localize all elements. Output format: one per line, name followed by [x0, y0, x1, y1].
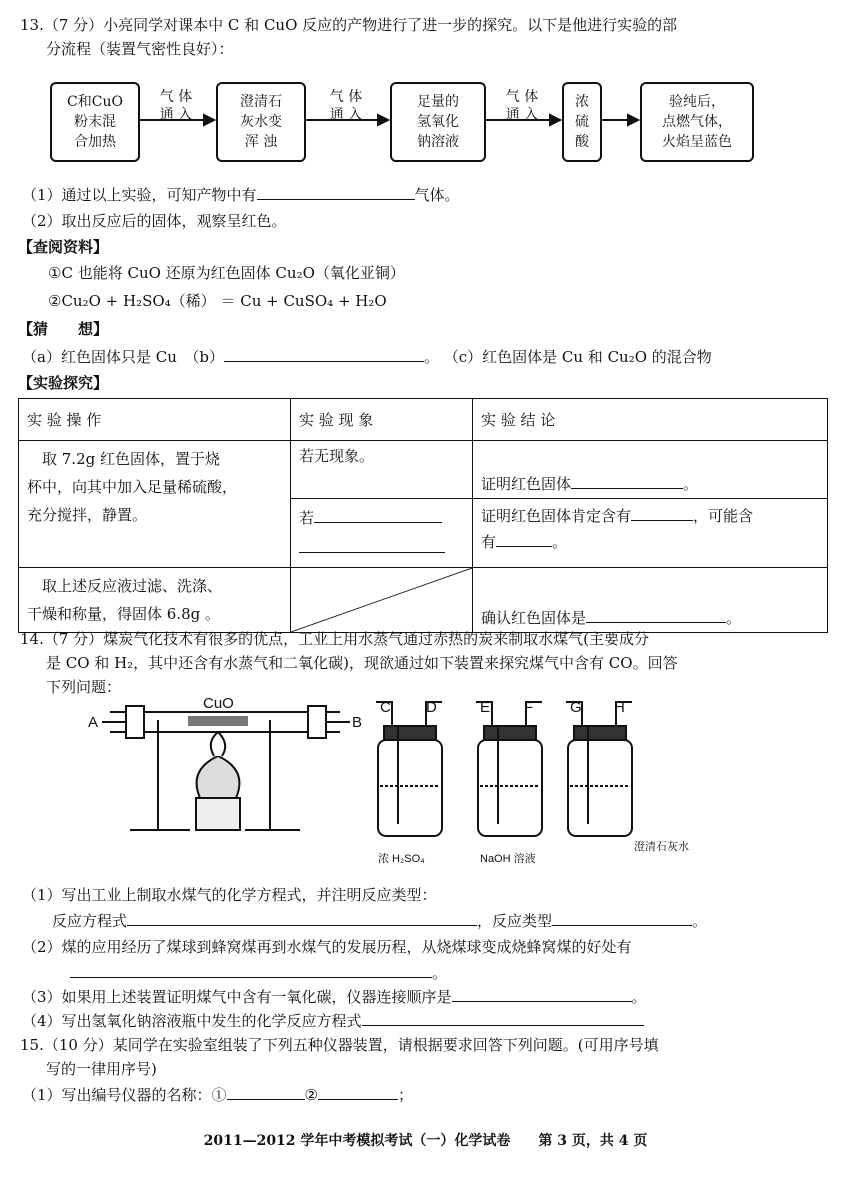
answer-blank[interactable] — [257, 185, 415, 200]
q14-intro-line2: 是 CO 和 H₂，其中还含有水蒸气和二氧化碳)，现欲通过如下装置来探究煤气中含有 CO。回答 — [46, 654, 678, 672]
answer-blank[interactable] — [299, 538, 445, 553]
reference-2: ②Cu₂O + H₂SO₄（稀） ＝ Cu + CuSO₄ + H₂O — [48, 292, 387, 310]
experiment-heading: 【实验探究】 — [18, 374, 109, 392]
flow-arrows — [0, 0, 851, 200]
answer-blank[interactable] — [362, 1011, 644, 1026]
apparatus-figure — [0, 690, 851, 870]
flow-arrow-label-1: 气 体 通 入 — [159, 89, 193, 123]
bottle-label-3: 澄清石灰水 — [634, 841, 689, 853]
q14-part2-answer: 。 — [70, 962, 447, 984]
bottle-label-1: 浓 H₂SO₄ — [378, 853, 425, 865]
q15-intro-line2: 写的一律用序号) — [46, 1060, 157, 1078]
q14-intro-line1: 14.（7 分）煤炭气化技术有很多的优点，工业上用水蒸气通过赤热的炭来制取水煤气(主要成分 — [20, 630, 650, 648]
answer-blank[interactable] — [227, 1085, 305, 1100]
answer-blank[interactable] — [452, 987, 632, 1002]
table-cell-operation-2: 取上述反应液过滤、洗涤、 干燥和称量，得固体 6.8g 。 — [19, 568, 291, 633]
q15-intro-line1: 15.（10 分）某同学在实验室组装了下列五种仪器装置，请根据要求回答下列问题。(可用序号填 — [20, 1036, 659, 1054]
label-H: H — [614, 699, 625, 716]
table-cell-phenomenon-1: 若无现象。 — [291, 441, 473, 499]
bottle-label-2: NaOH 溶液 — [480, 853, 536, 865]
answer-blank[interactable] — [127, 911, 477, 926]
answer-blank[interactable] — [571, 474, 683, 489]
hypothesis-line: （a）红色固体只是 Cu （b） 。 （c）红色固体是 Cu 和 Cu₂O 的混合物 — [22, 348, 712, 366]
reference-1: ①C 也能将 CuO 还原为红色固体 Cu₂O（氧化亚铜） — [48, 264, 405, 282]
table-cell-conclusion-2: 证明红色固体肯定含有 ，可能含 有 。 — [473, 499, 828, 568]
page-footer: 2011—2012 学年中考模拟考试（一）化学试卷 第 3 页，共 4 页 — [203, 1133, 648, 1149]
label-A: A — [88, 714, 99, 731]
flow-box-reactants: C和CuO 粉末混 合加热 — [50, 82, 140, 162]
q14-part2: （2）煤的应用经历了煤球到蜂窝煤再到水煤气的发展历程，从烧煤球变成烧蜂窝煤的好处有 — [22, 938, 632, 956]
q13-intro-line1: 13.（7 分）小亮同学对课本中 C 和 CuO 反应的产物进行了进一步的探究。以下是他进行实验的部 — [20, 16, 678, 34]
answer-blank[interactable] — [496, 532, 552, 547]
reference-heading: 【查阅资料】 — [18, 238, 109, 256]
flow-arrow-label-3: 气 体 通 入 — [505, 89, 539, 123]
table-cell-operation-1: 取 7.2g 红色固体，置于烧 杯中，向其中加入足量稀硫酸， 充分搅拌，静置。 — [19, 441, 291, 568]
answer-blank[interactable] — [552, 911, 692, 926]
q14-part1-answer: 反应方程式 ，反应类型 。 — [22, 912, 708, 930]
table-header-operation: 实 验 操 作 — [19, 399, 291, 441]
q13-part2: （2）取出反应后的固体，观察呈红色。 — [22, 212, 287, 230]
label-C: C — [380, 699, 391, 716]
flow-box-limewater: 澄清石 灰水变 浑 浊 — [216, 82, 306, 162]
q14-part3: （3）如果用上述装置证明煤气中含有一氧化碳，仪器连接顺序是 。 — [22, 988, 647, 1006]
table-header-phenomenon: 实 验 现 象 — [291, 399, 473, 441]
answer-blank[interactable] — [631, 506, 693, 521]
answer-blank[interactable] — [586, 608, 726, 623]
answer-blank[interactable] — [318, 1085, 398, 1100]
flow-box-combustion: 验纯后， 点燃气体， 火焰呈蓝色 — [640, 82, 754, 162]
q14-intro-line3: 下列问题： — [46, 678, 122, 696]
flow-box-sulfuric-acid: 浓 硫 酸 — [562, 82, 602, 162]
flow-box-naoh: 足量的 氢氧化 钠溶液 — [390, 82, 486, 162]
q13-part1: （1）通过以上实验，可知产物中有 气体。 — [22, 186, 460, 204]
label-D: D — [426, 699, 437, 716]
table-cell-conclusion-3: 确认红色固体是 。 — [473, 568, 828, 633]
table-cell-phenomenon-3-diagonal — [291, 568, 473, 633]
table-cell-phenomenon-2: 若 — [291, 499, 473, 568]
label-G: G — [570, 699, 582, 716]
answer-blank[interactable] — [224, 347, 424, 362]
answer-blank[interactable] — [314, 508, 442, 523]
hypothesis-heading: 【猜 想】 — [18, 320, 109, 338]
label-E: E — [480, 699, 491, 716]
q14-part4: （4）写出氢氧化钠溶液瓶中发生的化学反应方程式 — [22, 1010, 644, 1032]
table-cell-conclusion-1: 证明红色固体 。 — [473, 441, 828, 499]
flow-arrow-label-2: 气 体 通 入 — [329, 89, 363, 123]
experiment-table — [18, 398, 828, 633]
label-CuO: CuO — [203, 695, 234, 712]
q15-part1: （1）写出编号仪器的名称：① ② ； — [22, 1086, 414, 1104]
table-header-conclusion: 实 验 结 论 — [473, 399, 828, 441]
label-F: F — [524, 699, 534, 716]
answer-blank[interactable] — [70, 963, 432, 978]
label-B: B — [352, 714, 363, 731]
q14-part1: （1）写出工业上制取水煤气的化学方程式，并注明反应类型： — [22, 886, 437, 904]
q13-intro-line2: 分流程（装置气密性良好）： — [46, 40, 234, 58]
